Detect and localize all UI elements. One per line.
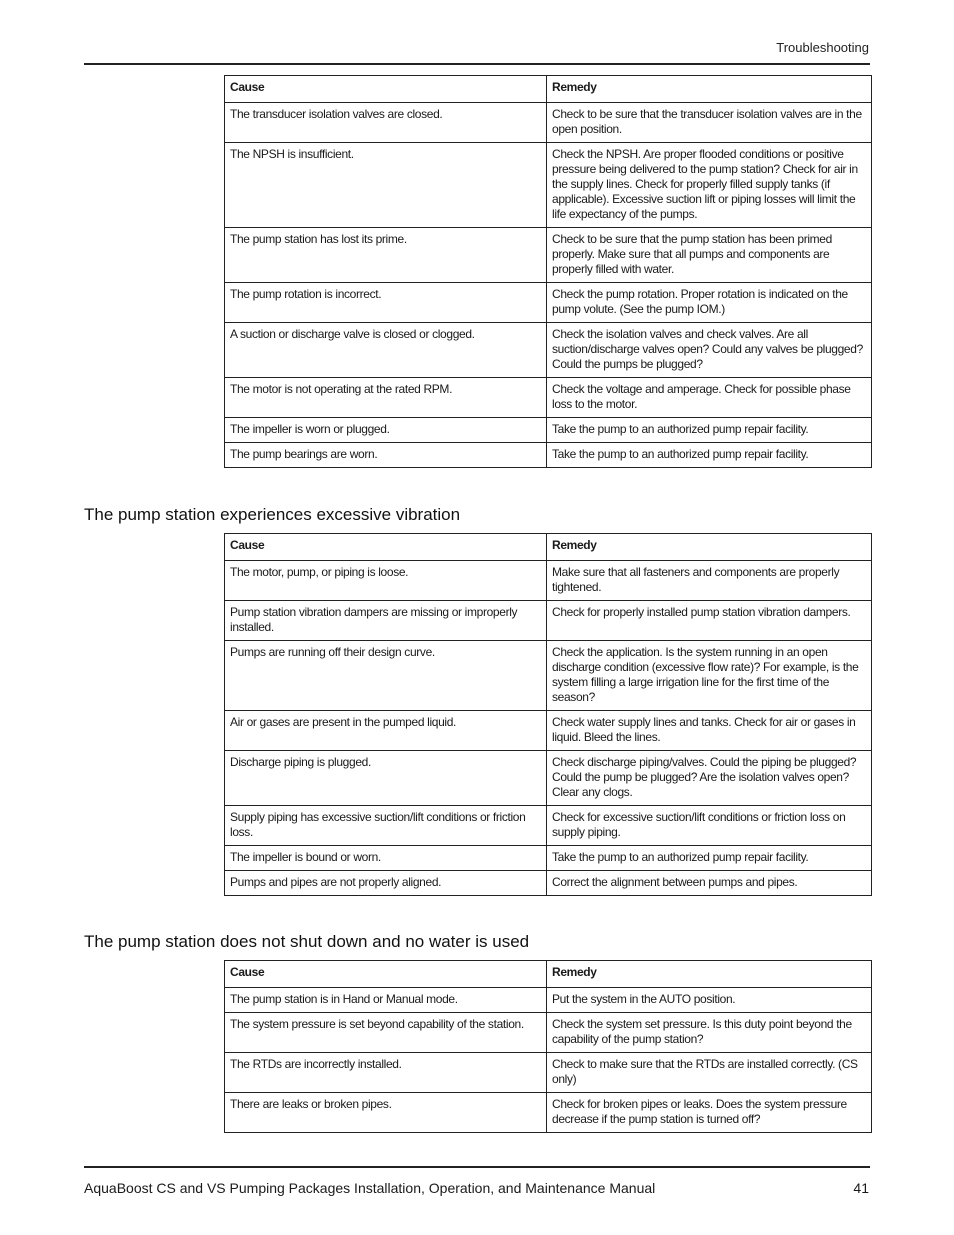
troubleshooting-table-3: [224, 960, 872, 1133]
table-row: [225, 418, 872, 443]
cause-cell: Pumps and pipes are not properly aligned.: [225, 871, 547, 896]
footer-page-number: 41: [853, 1180, 869, 1196]
table-row: [225, 871, 872, 896]
remedy-cell: Check for excessive suction/lift conditions or friction loss on supply piping.: [547, 806, 872, 846]
column-header-remedy: Remedy: [547, 534, 872, 561]
table-row: [225, 601, 872, 641]
table-row: [225, 378, 872, 418]
header-rule: [84, 63, 870, 65]
column-header-cause: Cause: [225, 534, 547, 561]
cause-cell: The impeller is bound or worn.: [225, 846, 547, 871]
cause-cell: The pump rotation is incorrect.: [225, 283, 547, 323]
remedy-cell: Correct the alignment between pumps and pipes.: [547, 871, 872, 896]
cause-cell: Discharge piping is plugged.: [225, 751, 547, 806]
table-row: [225, 323, 872, 378]
table-row: [225, 988, 872, 1013]
remedy-cell: Check for broken pipes or leaks. Does the system pressure decrease if the pump station is turned off?: [547, 1093, 872, 1133]
remedy-cell: Check discharge piping/valves. Could the piping be plugged? Could the pump be plugged? Are the isolation valves open? Clear any clogs.: [547, 751, 872, 806]
table-header-row: [225, 76, 872, 103]
remedy-cell: Check to be sure that the transducer isolation valves are in the open position.: [547, 103, 872, 143]
table-row: [225, 228, 872, 283]
table-row: [225, 1013, 872, 1053]
table-row: [225, 641, 872, 711]
table-header-row: [225, 534, 872, 561]
column-header-cause: Cause: [225, 961, 547, 988]
troubleshooting-table-1: [224, 75, 872, 468]
column-header-remedy: Remedy: [547, 76, 872, 103]
remedy-cell: Check for properly installed pump station vibration dampers.: [547, 601, 872, 641]
section-title-vibration: The pump station experiences excessive vibration: [84, 505, 461, 524]
section-title-no-shutdown: The pump station does not shut down and no water is used: [84, 932, 530, 951]
remedy-cell: Check to be sure that the pump station has been primed properly. Make sure that all pumps and components are properly filled with water.: [547, 228, 872, 283]
remedy-cell: Make sure that all fasteners and components are properly tightened.: [547, 561, 872, 601]
footer-rule: [84, 1166, 870, 1168]
cause-cell: The pump bearings are worn.: [225, 443, 547, 468]
column-header-remedy: Remedy: [547, 961, 872, 988]
cause-cell: The system pressure is set beyond capability of the station.: [225, 1013, 547, 1053]
cause-cell: Pump station vibration dampers are missing or improperly installed.: [225, 601, 547, 641]
troubleshooting-table-2: [224, 533, 872, 896]
table-row: [225, 283, 872, 323]
table-row: [225, 751, 872, 806]
cause-cell: The pump station has lost its prime.: [225, 228, 547, 283]
table-row: [225, 143, 872, 228]
cause-cell: The NPSH is insufficient.: [225, 143, 547, 228]
remedy-cell: Check the application. Is the system running in an open discharge condition (excessive flow rate)? For example, is the system filling a large irrigation line for the first time of the season?: [547, 641, 872, 711]
cause-cell: The RTDs are incorrectly installed.: [225, 1053, 547, 1093]
remedy-cell: Take the pump to an authorized pump repair facility.: [547, 846, 872, 871]
table-row: [225, 443, 872, 468]
table-header-row: [225, 961, 872, 988]
cause-cell: Air or gases are present in the pumped liquid.: [225, 711, 547, 751]
remedy-cell: Check the NPSH. Are proper flooded conditions or positive pressure being delivered to the pump station? Check for air in the supply lines. Check for properly filled supply tanks (if applicable). Excessive suction lift or piping losses will limit the life expectancy of the pumps.: [547, 143, 872, 228]
remedy-cell: Check water supply lines and tanks. Check for air or gases in liquid. Bleed the lines.: [547, 711, 872, 751]
remedy-cell: Check the pump rotation. Proper rotation is indicated on the pump volute. (See the pump IOM.): [547, 283, 872, 323]
running-header: Troubleshooting: [776, 40, 869, 55]
remedy-cell: Take the pump to an authorized pump repair facility.: [547, 418, 872, 443]
remedy-cell: Check to make sure that the RTDs are installed correctly. (CS only): [547, 1053, 872, 1093]
column-header-cause: Cause: [225, 76, 547, 103]
footer-manual-title: AquaBoost CS and VS Pumping Packages Installation, Operation, and Maintenance Manual: [84, 1180, 656, 1196]
cause-cell: The motor is not operating at the rated RPM.: [225, 378, 547, 418]
table-row: [225, 846, 872, 871]
table-row: [225, 561, 872, 601]
table-row: [225, 806, 872, 846]
table-row: [225, 1093, 872, 1133]
table-row: [225, 711, 872, 751]
remedy-cell: Check the isolation valves and check valves. Are all suction/discharge valves open? Could any valves be plugged? Could the pumps be plugged?: [547, 323, 872, 378]
remedy-cell: Put the system in the AUTO position.: [547, 988, 872, 1013]
cause-cell: The pump station is in Hand or Manual mode.: [225, 988, 547, 1013]
remedy-cell: Check the voltage and amperage. Check for possible phase loss to the motor.: [547, 378, 872, 418]
cause-cell: The motor, pump, or piping is loose.: [225, 561, 547, 601]
cause-cell: There are leaks or broken pipes.: [225, 1093, 547, 1133]
table-row: [225, 1053, 872, 1093]
cause-cell: The impeller is worn or plugged.: [225, 418, 547, 443]
remedy-cell: Check the system set pressure. Is this duty point beyond the capability of the pump station?: [547, 1013, 872, 1053]
cause-cell: The transducer isolation valves are closed.: [225, 103, 547, 143]
table-row: [225, 103, 872, 143]
cause-cell: Supply piping has excessive suction/lift conditions or friction loss.: [225, 806, 547, 846]
cause-cell: A suction or discharge valve is closed or clogged.: [225, 323, 547, 378]
cause-cell: Pumps are running off their design curve.: [225, 641, 547, 711]
remedy-cell: Take the pump to an authorized pump repair facility.: [547, 443, 872, 468]
